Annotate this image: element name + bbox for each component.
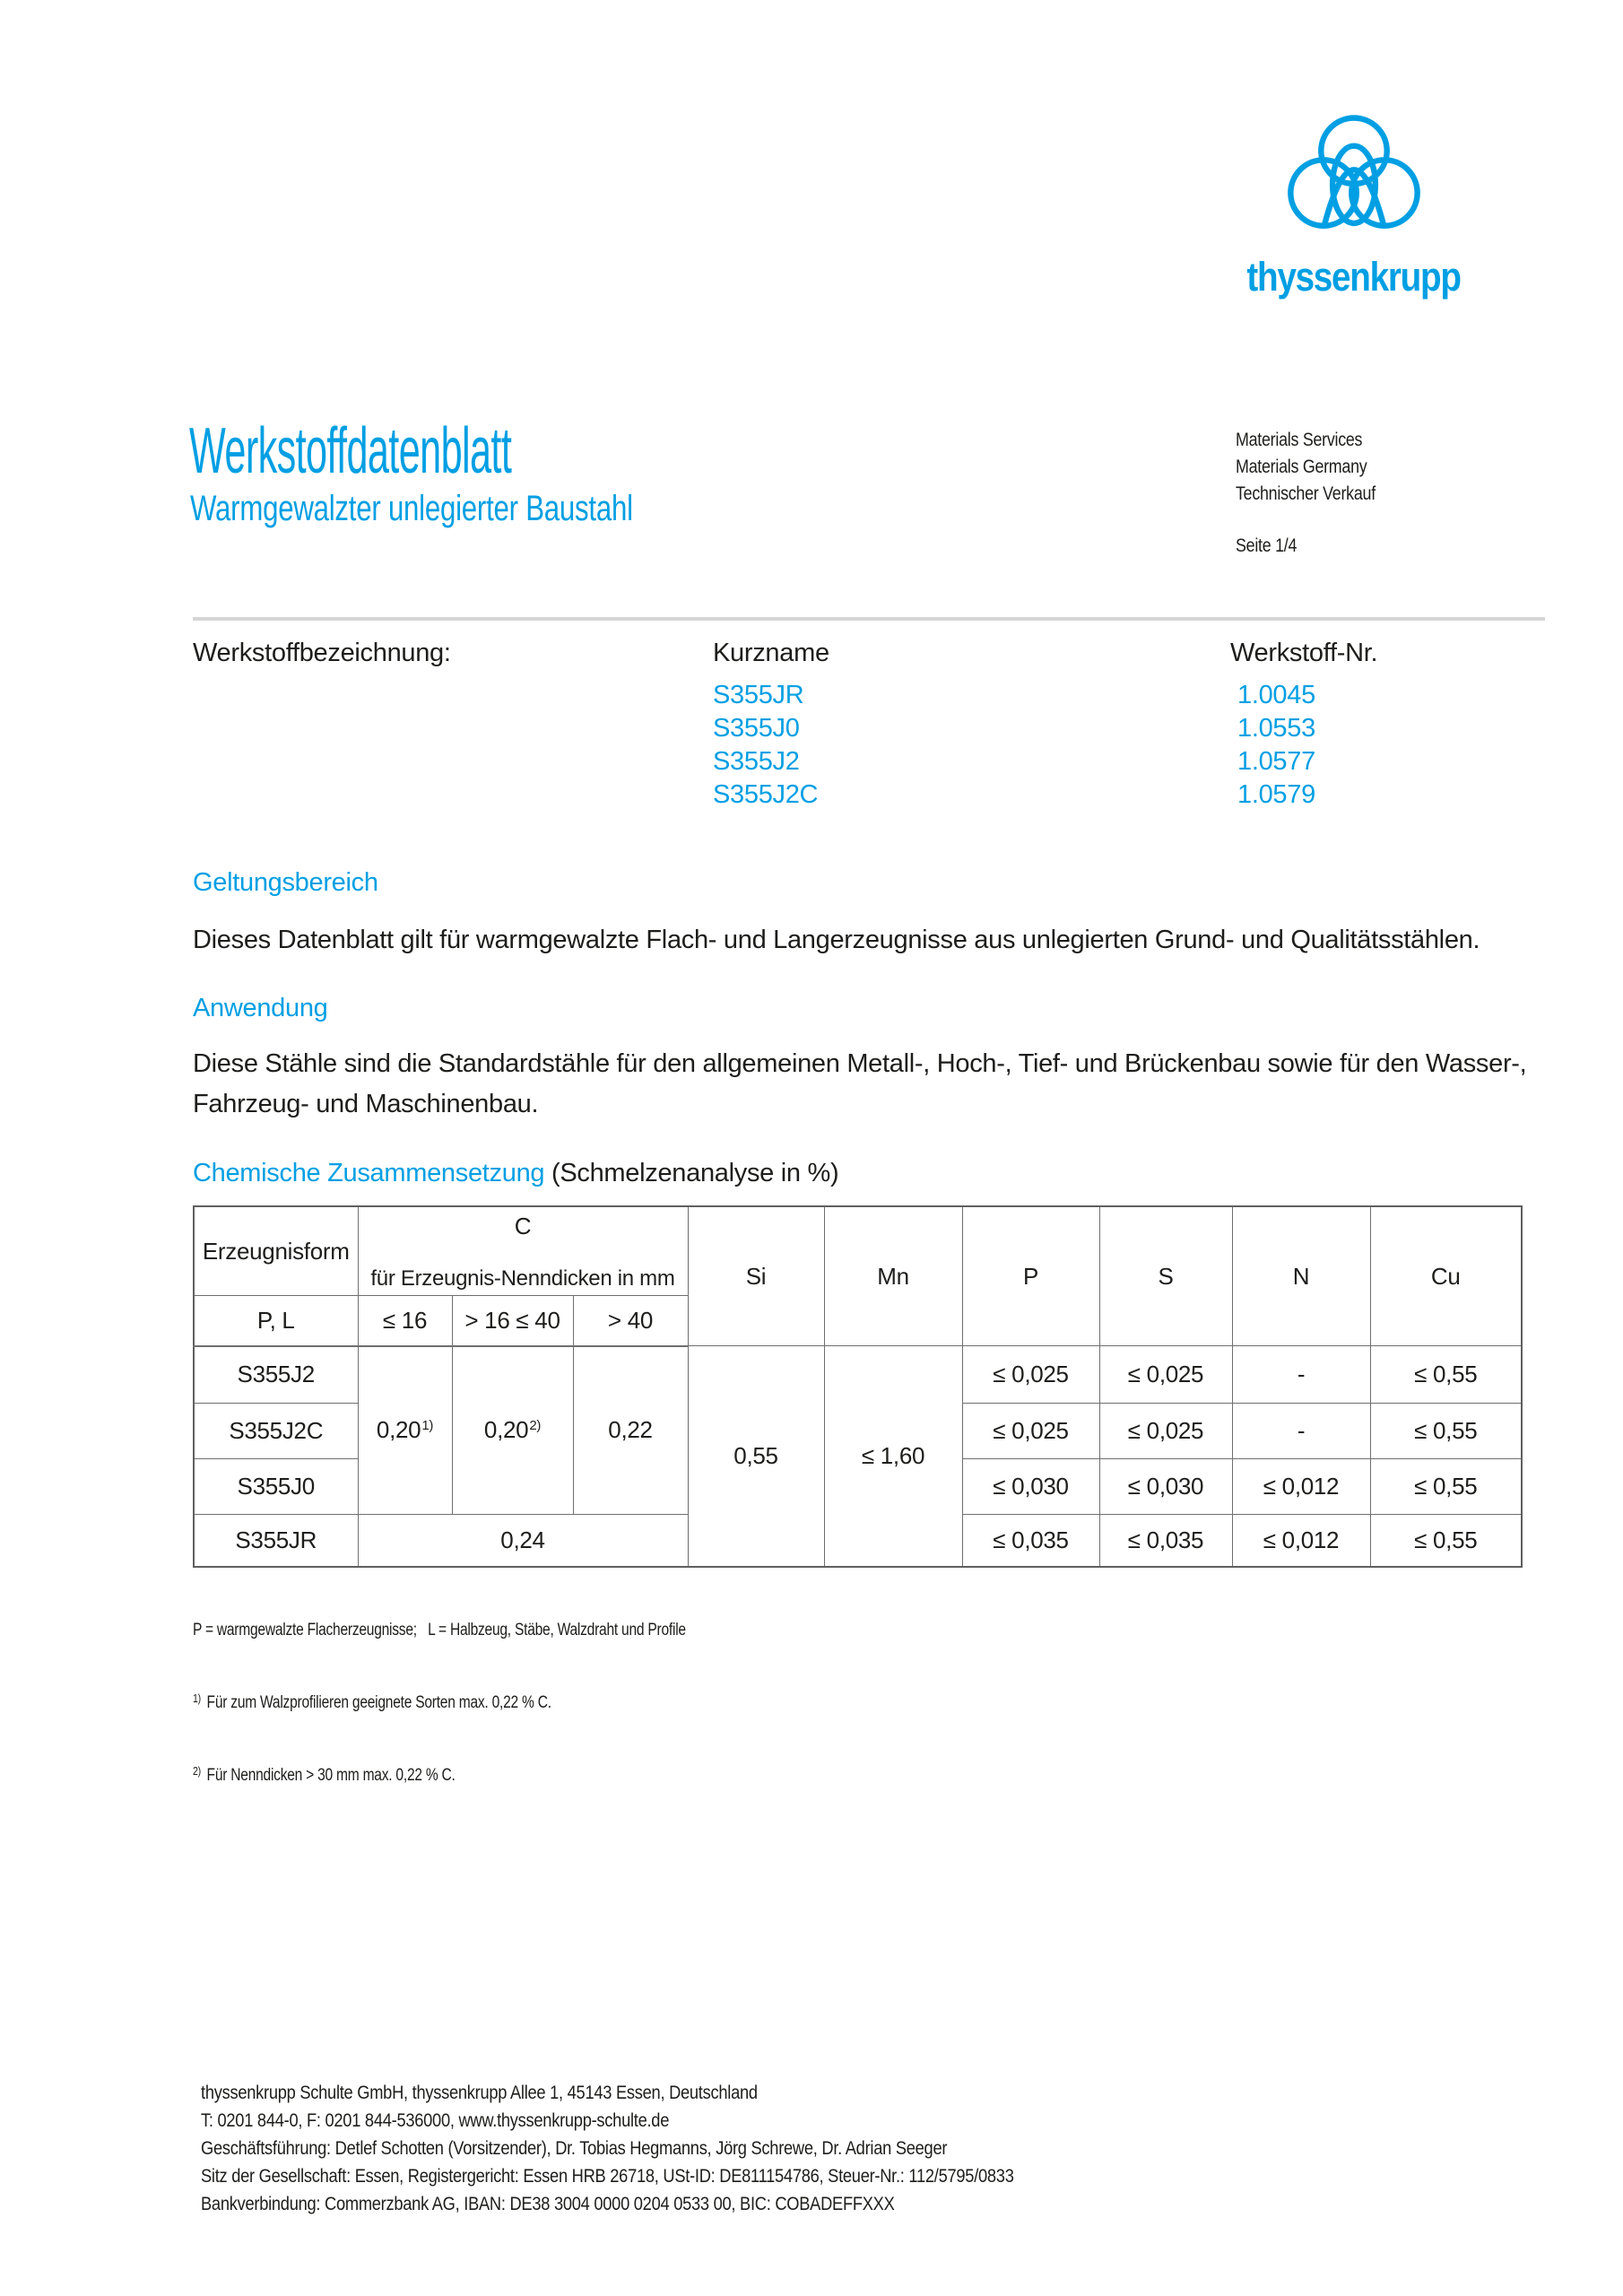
grade-shortname: S355J2C: [713, 780, 819, 809]
cell-s355jr-n: ≤ 0,012: [1232, 1515, 1370, 1567]
org-block: [1236, 427, 1400, 508]
section-heading-geltungsbereich: Geltungsbereich: [193, 868, 378, 897]
cell-s355j0-s: ≤ 0,030: [1099, 1459, 1232, 1515]
footnote-ref-1: 1): [421, 1418, 434, 1434]
footnote-legend: P = warmgewalzte Flacherzeugnisse; L = Halbzeug, Stäbe, Walzdraht und Profile: [193, 1621, 686, 1639]
grade-materialno: 1.0579: [1237, 780, 1315, 809]
header-cu: Cu: [1370, 1206, 1522, 1346]
org-line: Materials Services: [1236, 430, 1363, 450]
footnote-2-marker: 2): [193, 1764, 201, 1778]
designation-materialnos: [1237, 679, 1315, 812]
header-c-caption: für Erzeugnis-Nenndicken in mm: [370, 1266, 675, 1291]
thyssenkrupp-logo-icon: [1284, 108, 1424, 243]
cell-s355jr-p: ≤ 0,035: [962, 1515, 1099, 1567]
horizontal-divider: [193, 617, 1545, 621]
cell-c-le16: 0,20$^{1)}$: [358, 1346, 452, 1515]
footer-line-registry: Sitz der Gesellschaft: Essen, Registergericht: Essen HRB 26718, USt-ID: DE811154786, Steuer-Nr.: 112/5795/0833: [201, 2166, 1014, 2187]
cell-s355j2c-cu: ≤ 0,55: [1370, 1404, 1522, 1459]
page-subtitle: Warmgewalzter unlegierter Baustahl: [190, 489, 633, 528]
grade-shortname: S355J0: [713, 714, 800, 743]
grade-materialno: 1.0553: [1237, 714, 1315, 743]
cell-si: 0,55: [688, 1346, 824, 1567]
cell-s355jr-cu: ≤ 0,55: [1370, 1515, 1522, 1567]
subheader-c-gt40: > 40: [573, 1296, 688, 1346]
grade-shortname: S355JR: [713, 681, 804, 709]
section-heading-chemie: [193, 1159, 838, 1188]
anwendung-line: Diese Stähle sind die Standardstähle für den allgemeinen Metall-, Hoch-, Tief- und Brückenbau sowie für den Wasser-,: [193, 1049, 1527, 1078]
org-line: Technischer Verkauf: [1236, 483, 1376, 504]
cell-s355jr-s: ≤ 0,035: [1099, 1515, 1232, 1567]
designation-col-werkstoffnr: Werkstoff-Nr.: [1230, 639, 1378, 667]
designation-col-kurzname: Kurzname: [713, 639, 829, 667]
subheader-c-le16: ≤ 16: [358, 1296, 452, 1346]
header-c-symbol: C: [514, 1213, 532, 1239]
cell-s355j2-p: ≤ 0,025: [962, 1346, 1099, 1404]
footer-line-bank: Bankverbindung: Commerzbank AG, IBAN: DE38 3004 0000 0204 0533 00, BIC: COBADEFFXXX: [201, 2194, 895, 2214]
grade-materialno: 1.0045: [1237, 681, 1315, 709]
cell-c-gt40: 0,22: [573, 1346, 688, 1515]
page-title: Werkstoffdatenblatt: [189, 415, 512, 487]
header-p: P: [962, 1206, 1099, 1346]
anwendung-text: [193, 1044, 1526, 1125]
subheader-product-forms: P, L: [194, 1296, 358, 1346]
footnote-2: $^{2)}$ Für Nenndicken > 30 mm max. 0,22 % C.: [193, 1764, 456, 1785]
header-erzeugnisform: Erzeugnisform: [194, 1206, 358, 1296]
cell-s355j2c-p: ≤ 0,025: [962, 1404, 1099, 1459]
designation-label: Werkstoffbezeichnung:: [193, 639, 451, 667]
grade-shortname: S355J2: [713, 747, 800, 776]
cell-mn: ≤ 1,60: [824, 1346, 962, 1567]
header-c-group: [358, 1206, 688, 1296]
grade-cell-s355jr: S355JR: [194, 1515, 358, 1567]
cell-c-16to40: 0,20$^{2)}$: [452, 1346, 573, 1515]
chemical-composition-table: [193, 1205, 1523, 1568]
footer-line-management: Geschäftsführung: Detlef Schotten (Vorsitzender), Dr. Tobias Hegmanns, Jörg Schrewe, Dr. Adrian Seeger: [201, 2138, 948, 2159]
org-line: Materials Germany: [1236, 457, 1367, 477]
grade-cell-s355j2c: S355J2C: [194, 1404, 358, 1459]
footnote-1-marker: 1): [193, 1692, 201, 1705]
cell-s355j2-cu: ≤ 0,55: [1370, 1346, 1522, 1404]
header-si: Si: [688, 1206, 824, 1346]
footnote-ref-2: 2): [529, 1418, 542, 1434]
footer-line-contact: T: 0201 844-0, F: 0201 844-536000, www.thyssenkrupp-schulte.de: [201, 2110, 670, 2131]
cell-s355j2-s: ≤ 0,025: [1099, 1346, 1232, 1404]
designation-shortnames: [713, 679, 818, 812]
grade-materialno: 1.0577: [1237, 747, 1315, 776]
cell-s355j2c-n: -: [1232, 1404, 1370, 1459]
page-indicator: Seite 1/4: [1236, 535, 1298, 556]
subheader-c-16to40: > 16 ≤ 40: [452, 1296, 573, 1346]
footer-line-address: thyssenkrupp Schulte GmbH, thyssenkrupp Allee 1, 45143 Essen, Deutschland: [201, 2083, 758, 2103]
cell-s355j0-cu: ≤ 0,55: [1370, 1459, 1522, 1515]
chemie-heading-note: (Schmelzenanalyse in %): [551, 1159, 839, 1187]
thyssenkrupp-wordmark-text: thyssenkrupp: [1246, 254, 1462, 300]
grade-cell-s355j0: S355J0: [194, 1459, 358, 1515]
cell-s355j2-n: -: [1232, 1346, 1370, 1404]
header-s: S: [1099, 1206, 1232, 1346]
grade-cell-s355j2: S355J2: [194, 1346, 358, 1404]
thyssenkrupp-wordmark: [1215, 254, 1493, 300]
cell-s355jr-c: 0,24: [358, 1515, 688, 1567]
anwendung-line: Fahrzeug- und Maschinenbau.: [193, 1090, 539, 1118]
cell-s355j2c-s: ≤ 0,025: [1099, 1404, 1232, 1459]
footnote-1: $^{1)}$ Für zum Walzprofilieren geeignete Sorten max. 0,22 % C.: [193, 1692, 551, 1712]
page-footer: [201, 2079, 1135, 2218]
header-n: N: [1232, 1206, 1370, 1346]
table-footnotes: [193, 1581, 794, 1839]
section-heading-anwendung: Anwendung: [193, 994, 328, 1022]
cell-s355j0-p: ≤ 0,030: [962, 1459, 1099, 1515]
chemie-heading-blue: Chemische Zusammensetzung: [193, 1159, 545, 1187]
geltungsbereich-text: Dieses Datenblatt gilt für warmgewalzte Flach- und Langerzeugnisse aus unlegierten Grund- und Qualitätsstählen.: [193, 926, 1480, 954]
header-mn: Mn: [824, 1206, 962, 1346]
cell-s355j0-n: ≤ 0,012: [1232, 1459, 1370, 1515]
